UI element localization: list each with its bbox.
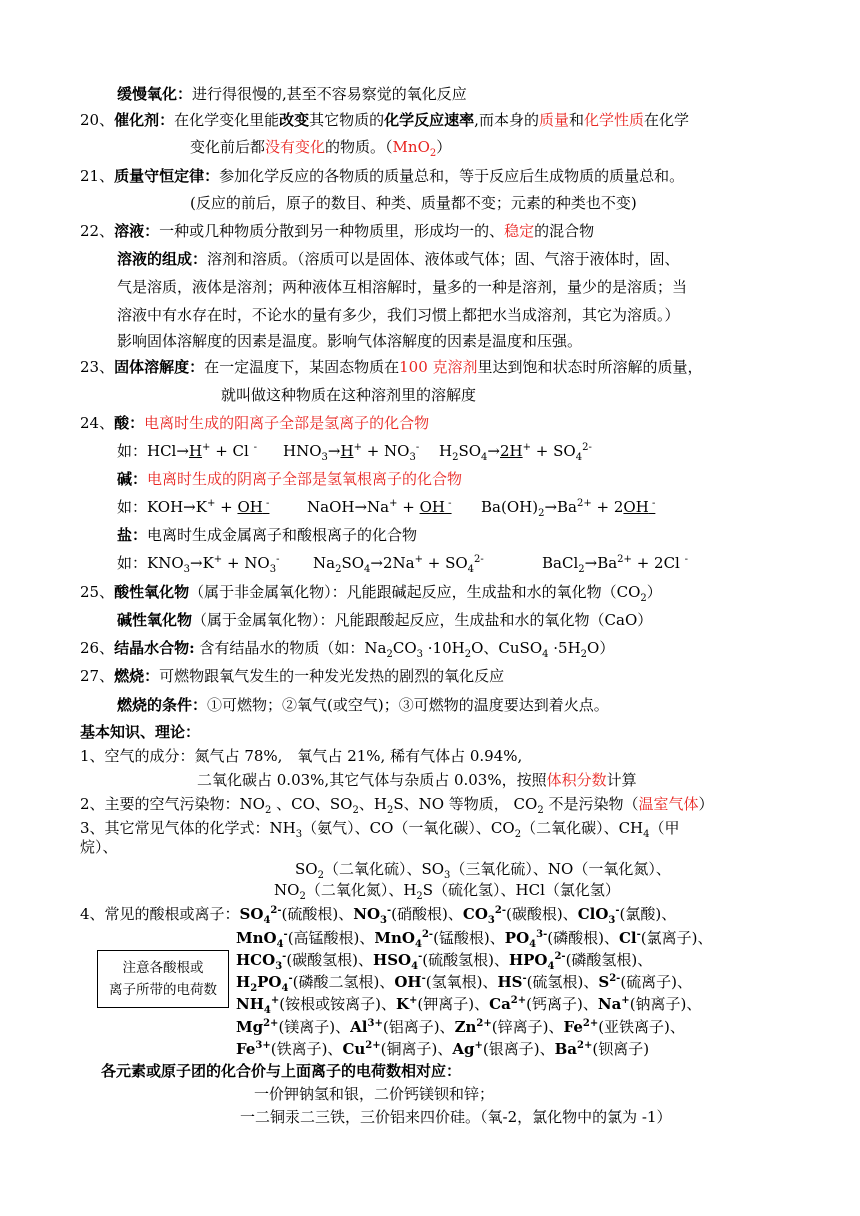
- note-box: [97, 950, 229, 1008]
- item-number: 22、: [80, 222, 115, 240]
- text: 影响固体溶解度的因素是温度。影响气体溶解度的因素是温度和压强。: [117, 332, 583, 350]
- text: ,而本身的: [474, 111, 539, 129]
- note-line: 离子所带的电荷数: [109, 982, 217, 998]
- item-number: 25、: [80, 583, 115, 601]
- text: 的混合物: [534, 222, 595, 240]
- item-number: 27、: [80, 667, 115, 685]
- text: 和: [568, 111, 584, 129]
- line-solution-cont1: [117, 277, 687, 297]
- text: 变化前后都: [190, 138, 266, 156]
- ion: $PO_4^{3-}$: [504, 929, 548, 950]
- text: 在化学变化里能: [174, 111, 280, 129]
- keyword: 化学反应速率: [384, 111, 475, 129]
- line-combustion-conditions: [117, 695, 609, 715]
- equation-bacl2: $BaCl_2\to Ba^{2+} + 2Cl$ -: [542, 554, 689, 575]
- term: 固体溶解度：: [114, 358, 205, 376]
- text: 烷）、: [80, 838, 118, 856]
- line-ions-3: $HCO_3^-$(碳酸氢根)、$HSO_4^-$(硫酸氢根)、$HPO_4^{2-}$(磷酸氢根)、: [236, 951, 653, 972]
- definition: 电离时生成的阴离子全部是氢氧根离子的化合物: [147, 470, 463, 488]
- ion: $CO_3^{2-}$: [462, 905, 506, 926]
- ion: HS-: [497, 973, 527, 991]
- definition: 电离时生成金属离子和酸根离子的化合物: [147, 526, 418, 544]
- line-gas-formulas: [80, 818, 680, 838]
- ion: $HCO_3^-$: [236, 951, 287, 972]
- ion: Cl-: [618, 929, 641, 947]
- item-number: 20、: [80, 111, 115, 129]
- ion: $Zn^{2+}$: [454, 1018, 492, 1036]
- line-valence-rhyme-1: [254, 1084, 494, 1104]
- line-solution-composition: [117, 249, 680, 269]
- term: 溶液：: [114, 222, 160, 240]
- text: 其它物质的: [309, 111, 385, 129]
- note-line: 注意各酸根或: [122, 960, 204, 976]
- highlight: 温室气体: [638, 795, 699, 813]
- line-ions-4: $H_2PO_4^-$(磷酸二氢根)、OH-(氢氧根)、HS-(硫氢根)、$S^{2-}$(硫离子)、: [236, 973, 693, 994]
- text: ）: [698, 795, 714, 813]
- item-number: 24、: [80, 414, 115, 432]
- text: 含有结晶水的物质（如：$Na_2CO_3 \cdot 10H_2O$、CuSO$_4$ $\cdot 5H_2O$）: [194, 639, 615, 660]
- ion: $Ba^{2+}$: [554, 1040, 593, 1058]
- text: 的物质。（: [325, 138, 393, 156]
- text: 在一定温度下，某固态物质在: [204, 358, 400, 376]
- ion: ClO$_3$-: [577, 905, 620, 926]
- equation-koh: 如：KOH→K+ + OH -: [117, 498, 270, 516]
- line-acidic-oxide: [80, 582, 662, 602]
- text: 计算: [606, 771, 637, 789]
- ion: MnO$_4^{2-}$: [374, 929, 434, 950]
- term: 碱性氧化物: [117, 611, 193, 629]
- ion: $HSO_4^-$: [373, 951, 423, 972]
- ion: $SO_4^{2-}$: [239, 905, 282, 926]
- ion: Na+: [597, 995, 630, 1013]
- item-number: 26、: [80, 639, 115, 657]
- line-gas-formulas-cont1: [80, 837, 118, 857]
- line-solution: [80, 221, 594, 241]
- line-solubility: [80, 357, 703, 377]
- line-basic-oxide: [117, 610, 652, 630]
- line-conservation-note: [190, 193, 637, 213]
- line-ions-2: MnO$_4$-(高锰酸根)、MnO$_4^{2-}$(锰酸根)、$PO_4^{3-}$(磷酸根)、Cl-(氯离子)、: [236, 929, 713, 950]
- term: 缓慢氧化：: [117, 85, 193, 103]
- line-ions-1: 4、常见的酸根或离子：$SO_4^{2-}$(硫酸根)、$NO_3^-$(硝酸根)、$CO_3^{2-}$(碳酸根)、ClO$_3$-(氯酸)、: [80, 905, 677, 926]
- text: ①可燃物；②氧气(或空气)；③可燃物的温度要达到着火点。: [207, 696, 609, 714]
- text: 2、主要的空气污染物：$NO_2$ 、CO、$SO_2$、$H_2S$、NO 等物质， $CO_2$ 不是污染物（: [80, 795, 639, 816]
- line-air-pollutants: [80, 794, 714, 814]
- ion: $Fe^{3+}$: [236, 1040, 271, 1058]
- ion: $Cu^{2+}$: [342, 1040, 381, 1058]
- keyword: 改变: [279, 111, 310, 129]
- text: 溶剂和溶质。（溶质可以是固体、液体或气体；固、气溶于液体时，固、: [207, 250, 680, 268]
- line-ions-5: $NH_4^+$(铵根或铵离子)、K+(钾离子)、$Ca^{2+}$(钙离子)、Na+(钠离子)、: [236, 995, 702, 1016]
- text: （属于金属氧化物）：凡能跟酸起反应，生成盐和水的氧化物（CaO）: [192, 611, 653, 629]
- term: 催化剂：: [114, 111, 175, 129]
- line-solution-cont2: [117, 305, 680, 325]
- line-gas-formulas-cont2: [295, 859, 671, 879]
- text: ）: [436, 138, 452, 156]
- line-valence-heading: 各元素或原子团的化合价与上面离子的电荷数相对应：: [101, 1062, 462, 1080]
- text: $SO_2$（二氧化硫）、$SO_3$（三氧化硫）、NO（一氧化氮）、: [295, 860, 671, 881]
- text: 气是溶质，液体是溶剂；两种液体互相溶解时，量多的一种是溶剂，量少的是溶质；当: [117, 278, 688, 296]
- text: (反应的前后，原子的数目、种类、质量都不变；元素的种类也不变): [190, 194, 637, 212]
- term: 酸：: [114, 414, 145, 432]
- equation-h2so4: $H_2SO_4\to 2H^+ + SO_4^{2-}$: [439, 442, 592, 463]
- ion: $Mg^{2+}$: [236, 1018, 279, 1036]
- term: 燃烧的条件：: [117, 696, 208, 714]
- text: 二氧化碳占 0.03%,其它气体与杂质占 0.03%，按照: [197, 771, 547, 789]
- equation-na2so4: $Na_2SO_4\to 2Na^+ + SO_4^{2-}$: [313, 554, 484, 575]
- text: 一价钾钠氢和银，二价钙镁钡和锌；: [254, 1085, 495, 1103]
- term: 燃烧：: [114, 667, 160, 685]
- ion: $H_2PO_4^-$: [236, 973, 293, 994]
- ion: $Ca^{2+}$: [489, 995, 527, 1013]
- ion: Ag+: [452, 1040, 483, 1058]
- term: 碱：: [117, 470, 148, 488]
- ion: $Fe^{2+}$: [563, 1018, 599, 1036]
- ion: $NO_3^-$: [353, 905, 392, 926]
- line-salt-examples: [117, 553, 689, 575]
- line-conservation: [80, 166, 684, 186]
- text: 可燃物跟氧气发生的一种发光发热的剧烈的氧化反应: [159, 667, 505, 685]
- line-salt: [117, 525, 417, 545]
- line-base-examples: [117, 497, 656, 519]
- highlight: 稳定: [504, 222, 535, 240]
- definition: 电离时生成的阳离子全部是氢离子的化合物: [144, 414, 430, 432]
- ion: $S^{2-}$: [598, 973, 621, 991]
- line-air-composition: [80, 746, 522, 766]
- term: 酸性氧化物: [114, 583, 190, 601]
- line-solubility-cont: [221, 385, 476, 405]
- text: 一种或几种物质分散到另一种物质里，形成均一的、: [159, 222, 505, 240]
- line-hydrate: [80, 638, 614, 658]
- text: 3、其它常见气体的化学式：$NH_3$（氨气）、CO（一氧化碳）、$CO_2$（二氧化碳）、$CH_4$（甲: [80, 819, 680, 840]
- line-combustion: [80, 666, 504, 686]
- highlight: 质量: [538, 111, 569, 129]
- line-ions-6: $Mg^{2+}$(镁离子)、$Al^{3+}$(铝离子)、$Zn^{2+}$(锌离子)、$Fe^{2+}$(亚铁离子)、: [236, 1018, 685, 1036]
- highlight: 100 克溶剂: [399, 358, 478, 376]
- formula: MnO$_2$: [392, 138, 437, 159]
- text: 溶液中有水存在时，不论水的量有多少，我们习惯上都把水当成溶剂，其它为溶质。）: [117, 306, 680, 324]
- ion: MnO$_4$-: [236, 929, 288, 950]
- equation-baoh2: $Ba(OH)_2\to Ba^{2+} + 2OH$ -: [481, 498, 656, 519]
- text: 在化学: [644, 111, 690, 129]
- term: 质量守恒定律：: [114, 167, 220, 185]
- line-catalyst: [80, 110, 689, 130]
- highlight: 体积分数: [546, 771, 607, 789]
- text: 一二铜汞二三铁，三价铝来四价硅。（氧-2，氯化物中的氯为 -1）: [240, 1108, 672, 1126]
- line-ions-7: $Fe^{3+}$(铁离子)、$Cu^{2+}$(铜离子)、Ag+(银离子)、$Ba^{2+}$(钡离子): [236, 1040, 650, 1058]
- line-air-composition-cont: [197, 770, 637, 790]
- ion: $Al^{3+}$: [350, 1018, 383, 1036]
- highlight: 没有变化: [265, 138, 326, 156]
- line-base: [117, 469, 462, 489]
- text: （属于非金属氧化物）：凡能跟碱起反应，生成盐和水的氧化物$(CO_2)$: [189, 583, 662, 604]
- equation-hcl: 如：HCl→H+ + Cl -: [117, 442, 257, 460]
- line-slow-oxidation: [117, 84, 467, 104]
- text: 参加化学反应的各物质的质量总和，等于反应后生成物质的质量总和。: [219, 167, 685, 185]
- highlight: 化学性质: [583, 111, 644, 129]
- line-solubility-factors: [117, 331, 582, 351]
- ion: $HPO_4^{2-}$: [508, 951, 566, 972]
- text: 就叫做这种物质在这种溶剂里的溶解度: [221, 386, 477, 404]
- line-catalyst-cont: [190, 137, 451, 157]
- ion: $NH_4^+$: [236, 995, 280, 1016]
- item-number: 23、: [80, 358, 115, 376]
- ion: K+: [395, 995, 418, 1013]
- equation-naoh: NaOH→Na+ + OH -: [307, 498, 452, 516]
- line-valence-rhyme-2: [240, 1107, 672, 1127]
- text: 1、空气的成分：氮气占 78%, 氧气占 21%, 稀有气体占 0.94%,: [80, 747, 523, 765]
- equation-hno3: $HNO_3\to H^+ + NO_3^-$: [283, 442, 420, 463]
- equation-kno3: 如：$KNO_3\to K^+ + NO_3^-$: [117, 554, 280, 575]
- term: 溶液的组成：: [117, 250, 208, 268]
- term: 盐：: [117, 526, 148, 544]
- section-heading: 基本知识、理论：: [80, 723, 201, 741]
- ion: OH-: [394, 973, 426, 991]
- text: 4、常见的酸根或离子：: [80, 905, 240, 923]
- text: 里达到饱和状态时所溶解的质量，: [477, 358, 703, 376]
- line-acid: [80, 413, 429, 433]
- line-gas-formulas-cont3: [274, 880, 620, 900]
- text: $NO_2$（二氧化氮）、$H_2S$（硫化氢）、HCl（氯化氢）: [274, 881, 620, 902]
- term: 结晶水合物:: [114, 639, 195, 657]
- line-acid-examples: [117, 441, 592, 463]
- item-number: 21、: [80, 167, 115, 185]
- text: 进行得很慢的,甚至不容易察觉的氧化反应: [192, 85, 467, 103]
